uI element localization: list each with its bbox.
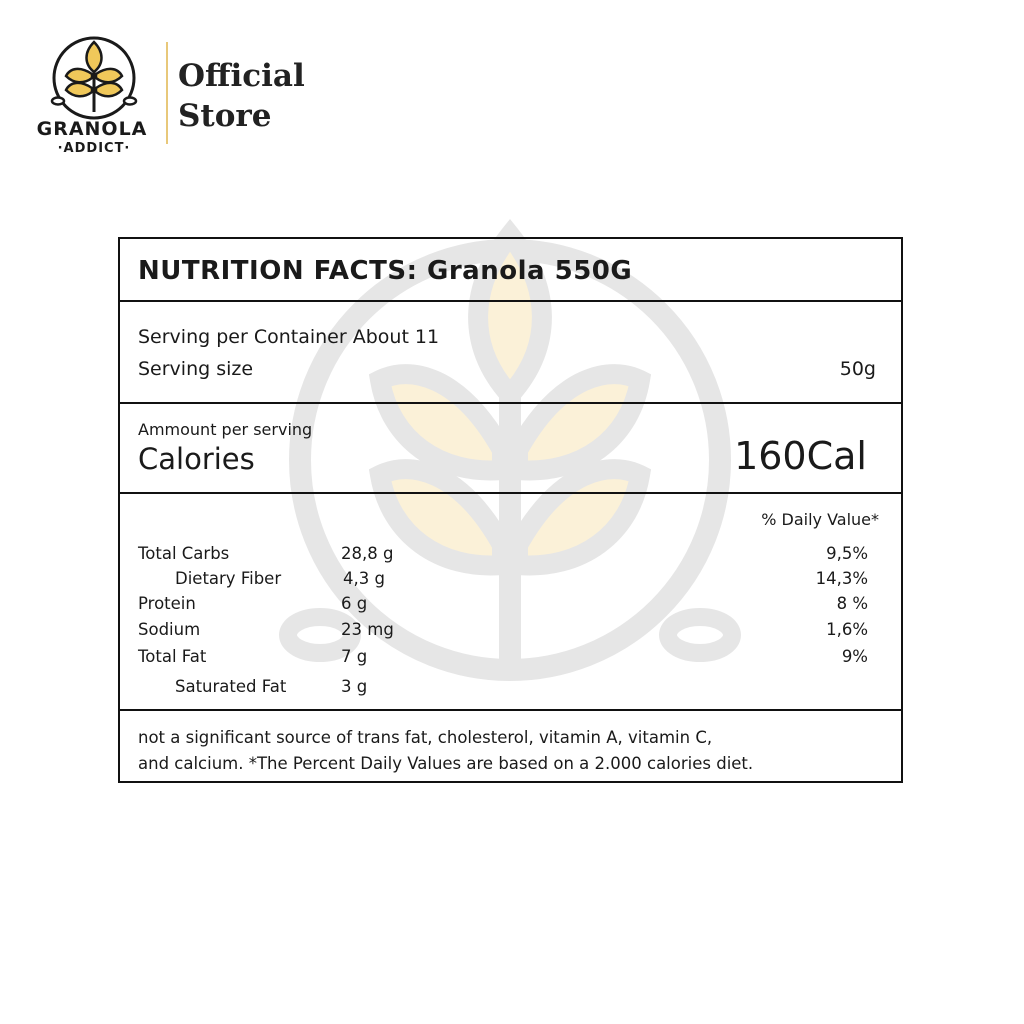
brand-title-line2: Store [178, 98, 272, 134]
nutrient-daily-value: 8 % [836, 594, 868, 613]
calories-section [120, 402, 901, 492]
nutrient-amount: 7 g [341, 647, 368, 666]
nutrient-amount: 23 mg [341, 620, 394, 639]
serving-size-label: Serving size [138, 358, 254, 380]
nutrient-name: Sodium [138, 620, 201, 639]
nutrient-daily-value: 9,5% [826, 544, 868, 563]
granola-addict-logo [34, 28, 154, 158]
nutrient-amount: 28,8 g [341, 544, 394, 563]
daily-value-header: % Daily Value* [761, 510, 879, 529]
calories-value: 160Cal [734, 434, 867, 478]
nutrient-amount: 6 g [341, 594, 368, 613]
nutrient-row [120, 594, 901, 618]
brand-divider [166, 42, 168, 144]
footnote-line2: and calcium. *The Percent Daily Values are based on a 2.000 calories diet. [138, 754, 754, 773]
nutrient-row [120, 620, 901, 644]
nutrient-name: Saturated Fat [175, 677, 287, 696]
nutrients-section [120, 492, 901, 709]
serving-section [120, 300, 901, 402]
nutrient-row [120, 569, 901, 593]
nutrition-facts-title: NUTRITION FACTS: Granola 550G [138, 256, 633, 286]
amount-per-serving-label: Ammount per serving [138, 420, 313, 439]
nutrition-facts-panel [118, 237, 903, 783]
logo-text-line1: GRANOLA [36, 118, 148, 140]
nutrient-name: Total Carbs [138, 544, 230, 563]
footnote [120, 709, 901, 781]
nutrient-name: Dietary Fiber [175, 569, 282, 588]
nutrient-name: Total Fat [138, 647, 207, 666]
calories-label: Calories [138, 442, 255, 476]
nutrient-row [120, 647, 901, 671]
footnote-line1: not a significant source of trans fat, cholesterol, vitamin A, vitamin C, [138, 728, 713, 747]
logo-text-line2: ·ADDICT· [57, 141, 131, 156]
nutrient-daily-value: 9% [841, 647, 868, 666]
serving-size-value: 50g [839, 358, 876, 380]
brand-title-line1: Official [178, 58, 305, 94]
nutrient-row [120, 677, 901, 701]
servings-per-container: Serving per Container About 11 [138, 326, 440, 348]
nutrient-amount: 3 g [341, 677, 368, 696]
nutrient-daily-value: 1,6% [826, 620, 868, 639]
brand-title [178, 56, 305, 136]
nutrient-name: Protein [138, 594, 196, 613]
nutrient-row [120, 544, 901, 568]
nutrient-daily-value: 14,3% [815, 569, 868, 588]
nutrient-amount: 4,3 g [343, 569, 385, 588]
